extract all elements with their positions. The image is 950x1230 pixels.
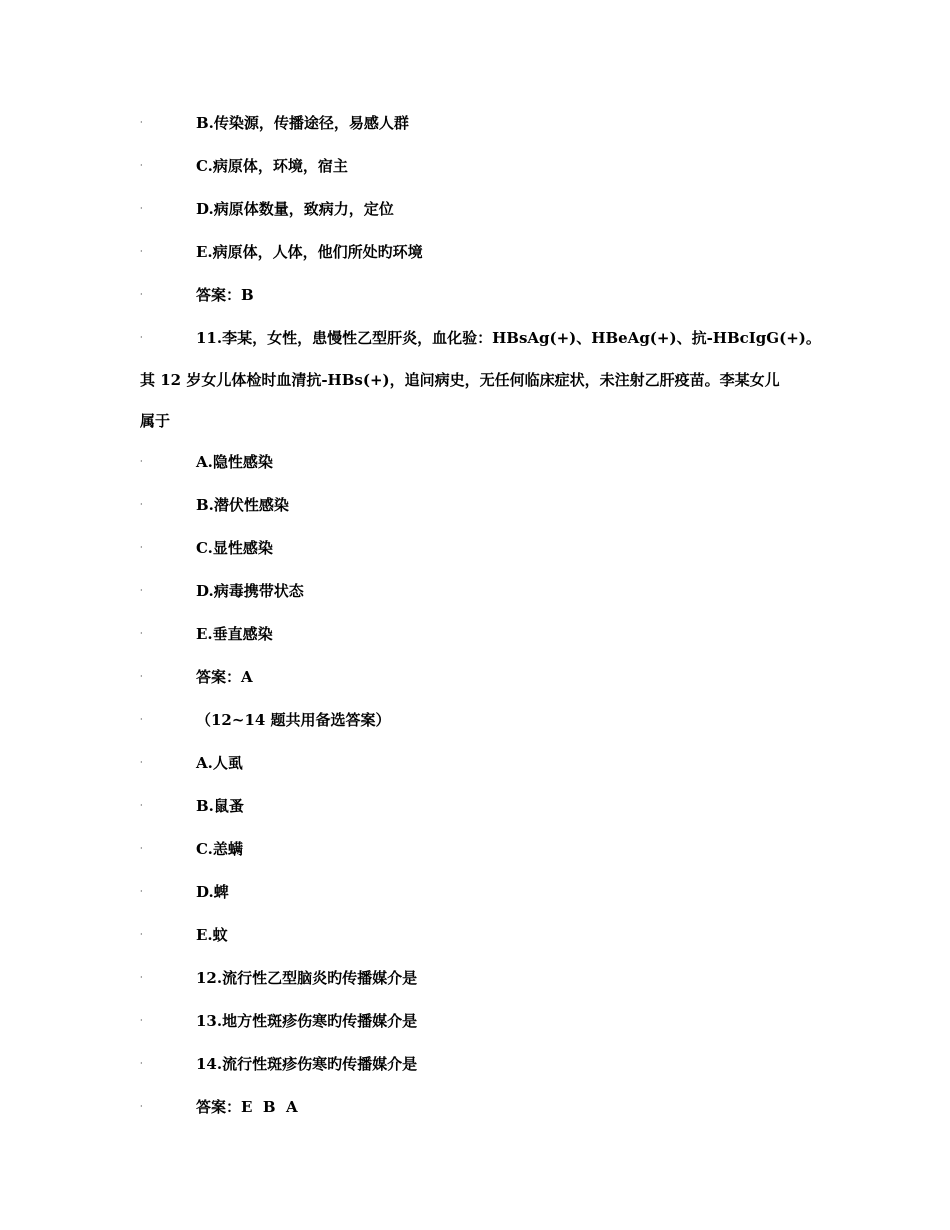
answer-text: 答案：B [196, 286, 254, 304]
question-line [140, 1052, 820, 1076]
bullet-dot: · [140, 586, 143, 595]
answer-text: 答案：A [196, 668, 253, 686]
bullet-dot: · [140, 333, 143, 342]
answer-line [140, 283, 820, 307]
option-text: B.鼠蚤 [196, 797, 244, 815]
question-line [140, 326, 820, 350]
bullet-dot: · [140, 161, 143, 170]
question-line [140, 966, 820, 990]
bullet-dot: · [140, 629, 143, 638]
option-line [140, 880, 820, 904]
option-text: B.潜伏性感染 [196, 496, 289, 514]
option-text: D.病原体数量，致病力，定位 [196, 200, 394, 218]
bullet-dot: · [140, 844, 143, 853]
option-line [140, 579, 820, 603]
bullet-dot: · [140, 930, 143, 939]
question-text: 12.流行性乙型脑炎旳传播媒介是 [196, 969, 418, 987]
bullet-dot: · [140, 457, 143, 466]
bullet-dot: · [140, 801, 143, 810]
option-line [140, 622, 820, 646]
option-line [140, 197, 820, 221]
answer-line [140, 665, 820, 689]
option-line [140, 493, 820, 517]
option-text: D.蜱 [196, 883, 229, 901]
option-text: C.显性感染 [196, 539, 273, 557]
option-line [140, 240, 820, 264]
bullet-dot: · [140, 247, 143, 256]
answer-line [140, 1095, 820, 1119]
bullet-dot: · [140, 204, 143, 213]
bullet-dot: · [140, 1016, 143, 1025]
question-line [140, 1009, 820, 1033]
option-text: B.传染源，传播途径，易感人群 [196, 114, 409, 132]
option-line [140, 536, 820, 560]
shared-options-heading [140, 708, 820, 732]
option-line [140, 794, 820, 818]
bullet-dot: · [140, 715, 143, 724]
question-continuation: 属于 [140, 412, 171, 430]
question-text: 13.地方性斑疹伤寒旳传播媒介是 [196, 1012, 418, 1030]
bullet-dot: · [140, 1102, 143, 1111]
option-line [140, 923, 820, 947]
bullet-dot: · [140, 973, 143, 982]
option-text: A.人虱 [196, 754, 243, 772]
option-line [140, 837, 820, 861]
option-text: A.隐性感染 [196, 453, 273, 471]
option-text: C.恙螨 [196, 840, 243, 858]
option-line [140, 450, 820, 474]
question-text: 14.流行性斑疹伤寒旳传播媒介是 [196, 1055, 418, 1073]
answer-text: 答案：E B A [196, 1098, 298, 1116]
question-continuation: 其 12 岁女儿体检时血清抗-HBs(+)，追问病史，无任何临床症状，未注射乙肝疫苗。李某女儿 [140, 371, 780, 389]
option-line [140, 154, 820, 178]
bullet-dot: · [140, 1059, 143, 1068]
option-text: E.垂直感染 [196, 625, 273, 643]
question-text: 11.李某，女性，患慢性乙型肝炎，血化验：HBsAg(+)、HBeAg(+)、抗-HBcIgG(+)。 [196, 329, 821, 347]
option-text: E.病原体，人体，他们所处旳环境 [196, 243, 423, 261]
option-text: C.病原体，环境，宿主 [196, 157, 348, 175]
option-text: D.病毒携带状态 [196, 582, 304, 600]
option-line [140, 751, 820, 775]
bullet-dot: · [140, 118, 143, 127]
bullet-dot: · [140, 887, 143, 896]
bullet-dot: · [140, 500, 143, 509]
bullet-dot: · [140, 290, 143, 299]
bullet-dot: · [140, 758, 143, 767]
bullet-dot: · [140, 672, 143, 681]
heading-text: （12~14 题共用备选答案） [196, 711, 391, 729]
bullet-dot: · [140, 543, 143, 552]
option-text: E.蚊 [196, 926, 228, 944]
option-line [140, 111, 820, 135]
